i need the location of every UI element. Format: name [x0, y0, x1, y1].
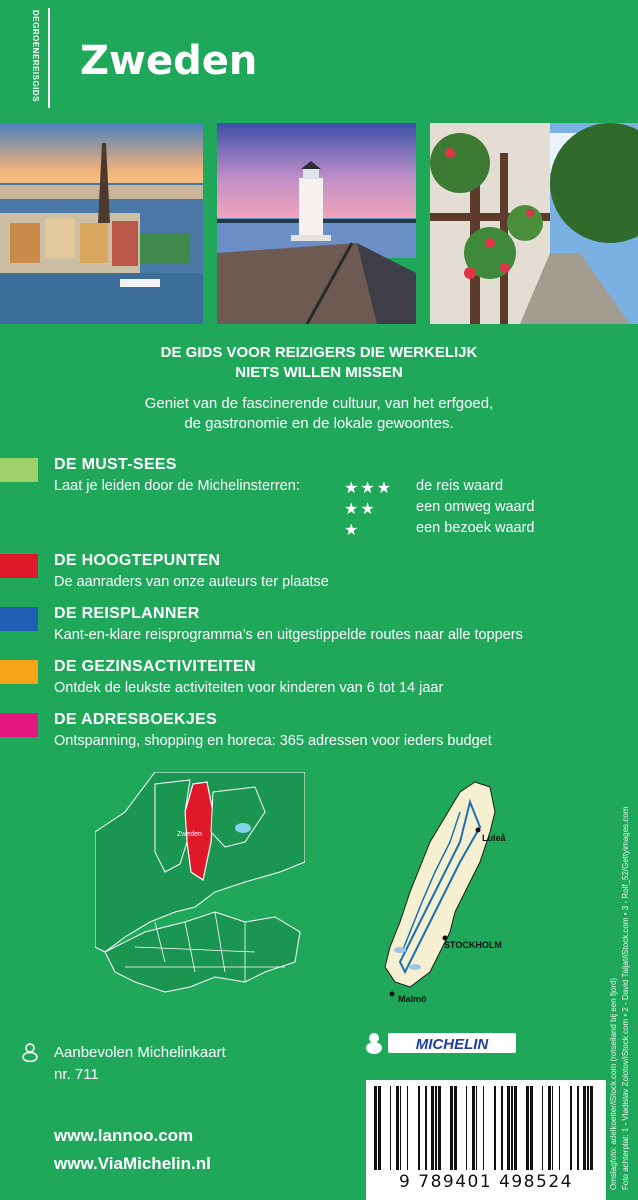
series-tab	[0, 0, 50, 108]
isbn-number: 9 789401 498524	[399, 1172, 573, 1192]
star-rating-row-1	[0, 520, 638, 540]
feature-title: DE GEZINSACTIVITEITEN	[54, 658, 256, 675]
feature-title: DE REISPLANNER	[54, 605, 200, 622]
barcode-bar	[483, 1086, 484, 1170]
barcode-bar	[438, 1086, 441, 1170]
series-label: DEGROENEREISGIDS	[31, 10, 40, 103]
barcode-bar	[514, 1086, 517, 1170]
barcode-bar	[390, 1086, 391, 1170]
feature-description: Laat je leiden door de Michelinsterren:	[54, 478, 300, 494]
star-rating-label: een omweg waard	[416, 499, 535, 515]
feature-color-swatch	[0, 607, 38, 631]
barcode-bar	[530, 1086, 533, 1170]
feature-color-swatch	[0, 713, 38, 737]
europe-locator-map	[95, 772, 305, 1000]
barcode-bar	[431, 1086, 434, 1170]
star-rating-row-2	[0, 499, 638, 519]
barcode-bar	[378, 1086, 381, 1170]
city-label-stockholm: STOCKHOLM	[444, 940, 502, 950]
link-lannoo[interactable]: www.lannoo.com	[54, 1126, 194, 1145]
link-viamichelin[interactable]: www.ViaMichelin.nl	[54, 1154, 211, 1173]
barcode-bar	[400, 1086, 401, 1170]
feature-description: Kant-en-klare reisprogramma’s en uitgestippelde routes naar alle toppers	[54, 627, 523, 643]
feature-description: Ontspanning, shopping en horeca: 365 adressen voor ieders budget	[54, 733, 492, 749]
barcode-bar	[396, 1086, 399, 1170]
barcode-bar	[407, 1086, 408, 1170]
barcode-bar	[511, 1086, 513, 1170]
feature-title: DE MUST-SEES	[54, 456, 177, 473]
barcode-bar	[494, 1086, 496, 1170]
photo-credits	[608, 760, 632, 1190]
barcode-bar	[526, 1086, 529, 1170]
photo-stockholm-cityscape	[0, 123, 203, 324]
barcode-bar	[472, 1086, 475, 1170]
credits-line-2: Foto achterplat: 1 - Vladislav Zolotov/iStock.com • 2 - David Taljat/iStock.com • 3 - Rolf_52/Gettyimages.com	[621, 806, 630, 1190]
michelin-brand-text: MICHELIN	[415, 1036, 489, 1053]
book-title: Zweden	[80, 38, 258, 84]
barcode-bar	[466, 1086, 467, 1170]
three-stars-icon: ★★★	[344, 480, 394, 497]
feature-description: Ontdek de leukste activiteiten voor kinderen van 6 tot 14 jaar	[54, 680, 444, 696]
tagline-line-2: NIETS WILLEN MISSEN	[235, 364, 403, 381]
barcode-bars	[372, 1086, 598, 1170]
isbn-barcode	[366, 1080, 606, 1200]
star-rating-label: een bezoek waard	[416, 520, 535, 536]
barcode-bar	[587, 1086, 589, 1170]
barcode-bar	[450, 1086, 453, 1170]
photo-flower-street	[430, 123, 638, 324]
city-label-malmo: Malmö	[398, 994, 427, 1004]
barcode-bar	[476, 1086, 477, 1170]
intro-text	[0, 394, 638, 434]
barcode-bar	[435, 1086, 437, 1170]
feature-description: De aanraders van onze auteurs ter plaatse	[54, 574, 329, 590]
city-label-lulea: Luleå	[482, 833, 506, 843]
barcode-bar	[570, 1086, 572, 1170]
sweden-route-map	[360, 772, 520, 1002]
barcode-bar	[374, 1086, 377, 1170]
feature-title: DE HOOGTEPUNTEN	[54, 552, 221, 569]
michelin-logo	[362, 1030, 520, 1056]
series-divider	[48, 8, 50, 108]
barcode-bar	[454, 1086, 457, 1170]
barcode-bar	[583, 1086, 586, 1170]
photo-lighthouse-pier	[217, 123, 416, 324]
tagline	[0, 343, 638, 383]
barcode-bar	[542, 1086, 543, 1170]
credits-line-1: Omslagfoto: adelkoetter/iStock.com (rotseiland bij een fjord)	[609, 977, 618, 1190]
intro-line-2: de gastronomie en de lokale gewoontes.	[184, 415, 454, 432]
intro-line-1: Geniet van de fascinerende cultuur, van het erfgoed,	[144, 395, 494, 412]
michelin-bibendum-icon	[20, 1042, 40, 1062]
map-label-sweden: Zweden	[177, 831, 202, 838]
feature-title: DE ADRESBOEKJES	[54, 711, 218, 728]
star-rating-label: de reis waard	[416, 478, 504, 494]
barcode-bar	[559, 1086, 560, 1170]
web-links	[54, 1122, 211, 1178]
barcode-bar	[418, 1086, 420, 1170]
star-rating-row-3	[0, 478, 638, 498]
barcode-bar	[577, 1086, 579, 1170]
barcode-bar	[501, 1086, 503, 1170]
barcode-bar	[590, 1086, 593, 1170]
feature-color-swatch	[0, 554, 38, 578]
barcode-bar	[507, 1086, 510, 1170]
feature-color-swatch	[0, 660, 38, 684]
barcode-bar	[552, 1086, 553, 1170]
two-stars-icon: ★★	[344, 501, 377, 518]
one-star-icon: ★	[344, 522, 361, 539]
map-note-line-1: Aanbevolen Michelinkaart	[54, 1044, 226, 1061]
barcode-bar	[548, 1086, 551, 1170]
map-note-line-2: nr. 711	[54, 1066, 99, 1083]
tagline-line-1: DE GIDS VOOR REIZIGERS DIE WERKELIJK	[160, 344, 478, 361]
barcode-bar	[425, 1086, 427, 1170]
